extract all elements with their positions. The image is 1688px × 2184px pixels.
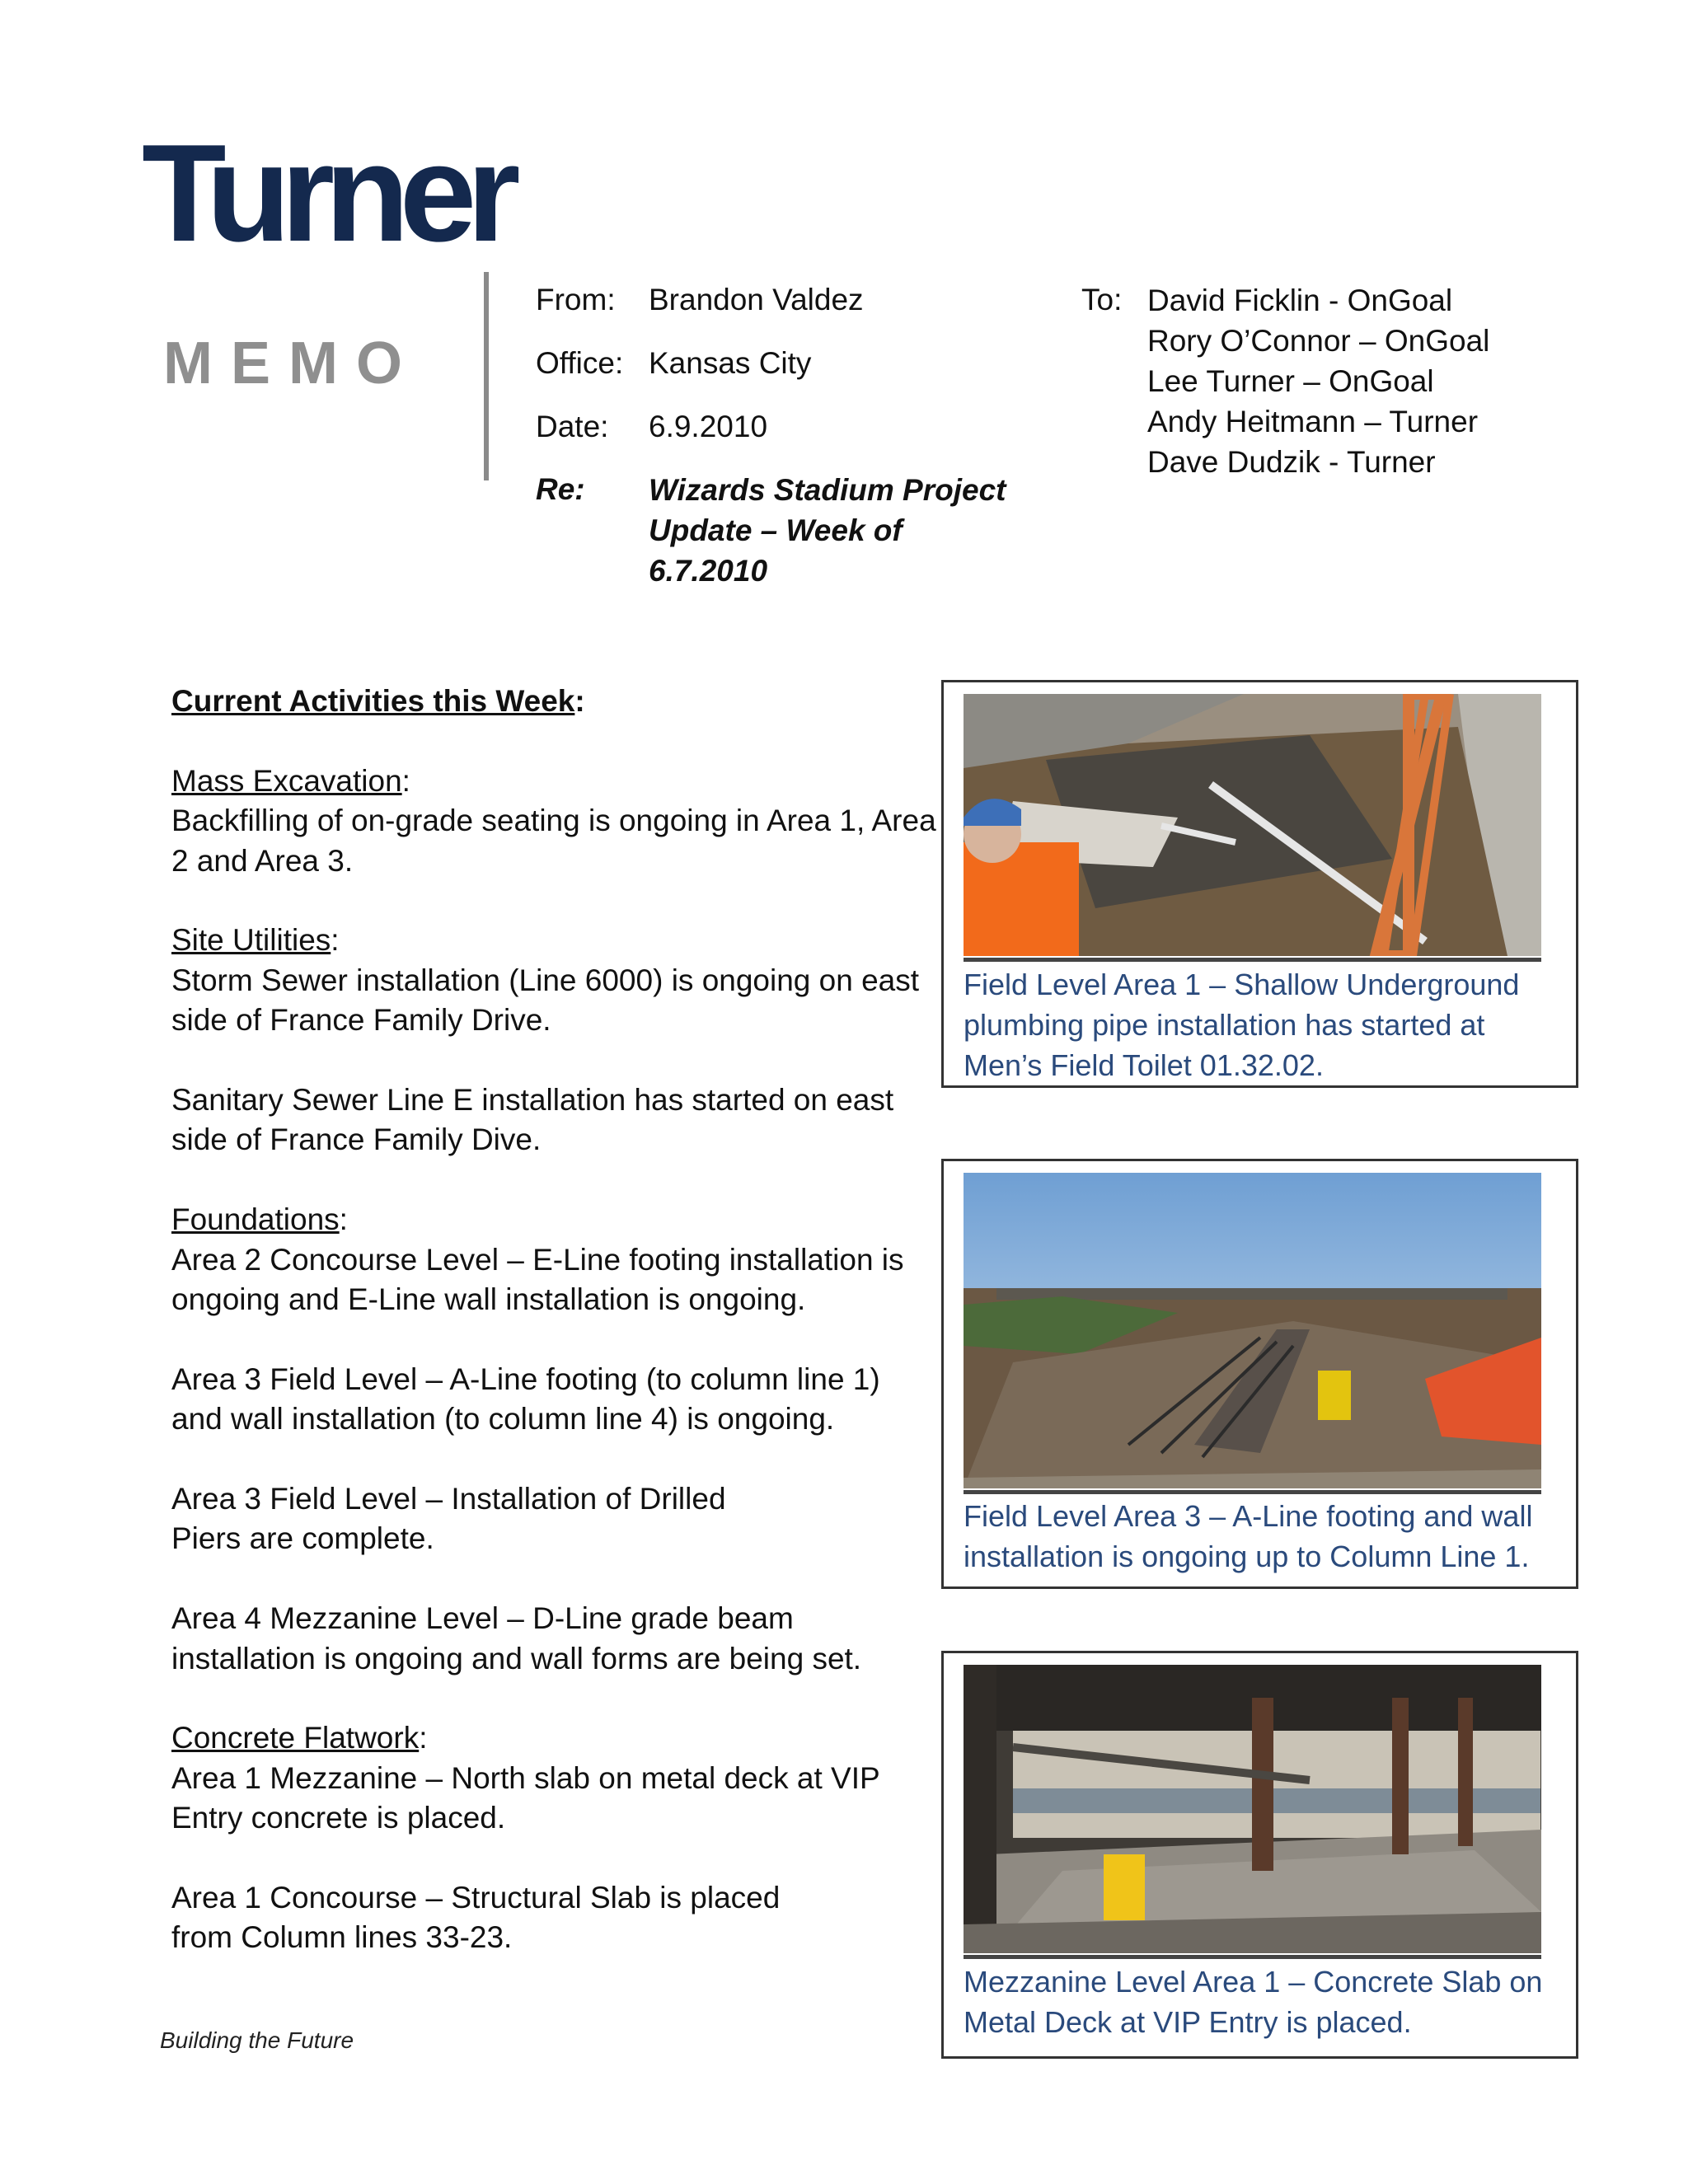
recipient-list (1147, 280, 1489, 482)
paragraph: Backfilling of on-grade seating is ongoing in Area 1, Area 2 and Area 3. (171, 804, 936, 878)
photo-plumbing-trench (964, 694, 1541, 956)
section-site-utilities: Site Utilities: Storm Sewer installation (Line 6000) is ongoing on east side of France Family Drive. (171, 923, 920, 1038)
paragraph: Area 1 Concourse – Structural Slab is placed from Column lines 33-23. (171, 1881, 781, 1955)
date-label: Date: (536, 410, 609, 443)
section-heading: Site Utilities (171, 923, 331, 958)
section-concrete-flatwork: Concrete Flatwork: Area 1 Mezzanine – North slab on metal deck at VIP Entry concrete is placed. (171, 1721, 880, 1835)
date-value: 6.9.2010 (649, 410, 768, 443)
section-title (171, 682, 938, 721)
turner-logo: Turner (142, 115, 511, 270)
re-label: Re: (536, 472, 585, 506)
from-label: From: (536, 283, 616, 316)
photo-box-2 (941, 1159, 1578, 1589)
re-line: Update – Week of (649, 513, 903, 547)
re-subject (649, 470, 1006, 591)
photo-caption: Field Level Area 3 – A-Line footing and wall installation is ongoing up to Column Line 1. (964, 1499, 1533, 1573)
photo-caption: Mezzanine Level Area 1 – Concrete Slab on Metal Deck at VIP Entry is placed. (964, 1965, 1543, 2039)
photo-box-1 (941, 680, 1578, 1088)
recipient: Rory O’Connor – OnGoal (1147, 324, 1490, 358)
photo-caption: Field Level Area 1 – Shallow Underground plumbing pipe installation has started at Men’s Field Toilet 01.32.02. (964, 968, 1520, 1082)
memo-label: MEMO (163, 330, 420, 396)
paragraph: Storm Sewer installation (Line 6000) is ongoing on east side of France Family Drive. (171, 963, 920, 1038)
section-heading: Mass Excavation (171, 763, 402, 798)
paragraph: Area 3 Field Level – A-Line footing (to column line 1) and wall installation (to column line 4) is ongoing. (171, 1361, 880, 1436)
from-value: Brandon Valdez (649, 283, 864, 316)
recipient: Andy Heitmann – Turner (1147, 405, 1479, 438)
section-mass-excavation: Mass Excavation: Backfilling of on-grade seating is ongoing in Area 1, Area 2 and Area 3. (171, 763, 936, 878)
recipient: Lee Turner – OnGoal (1147, 364, 1434, 398)
photo-box-3 (941, 1651, 1578, 2059)
activities-body (171, 682, 938, 1998)
header-divider (484, 272, 489, 480)
recipient: David Ficklin - OnGoal (1147, 284, 1453, 317)
title-colon: : (574, 684, 585, 718)
section-heading: Concrete Flatwork (171, 1721, 420, 1755)
paragraph: Area 3 Field Level – Installation of Drilled Piers are complete. (171, 1482, 726, 1556)
footer-tagline: Building the Future (160, 2027, 354, 2053)
paragraph: Area 4 Mezzanine Level – D-Line grade beam installation is ongoing and wall forms are being set. (171, 1601, 862, 1675)
title-text: Current Activities this Week (171, 684, 575, 718)
paragraph: Area 2 Concourse Level – E-Line footing installation is ongoing and E-Line wall installation is ongoing. (171, 1242, 904, 1317)
office-label: Office: (536, 346, 624, 380)
caption-rule (964, 1490, 1541, 1494)
section-foundations: Foundations: Area 2 Concourse Level – E-Line footing installation is ongoing and E-Line wall installation is ongoing. (171, 1202, 904, 1317)
section-heading: Foundations (171, 1202, 340, 1237)
photo-concrete-slab (964, 1665, 1541, 1953)
recipient: Dave Dudzik - Turner (1147, 445, 1436, 479)
to-label: To: (1081, 283, 1123, 316)
paragraph: Area 1 Mezzanine – North slab on metal deck at VIP Entry concrete is placed. (171, 1760, 880, 1835)
paragraph: Sanitary Sewer Line E installation has started on east side of France Family Dive. (171, 1083, 894, 1157)
office-value: Kansas City (649, 346, 812, 380)
caption-rule (964, 1955, 1541, 1959)
caption-rule (964, 958, 1541, 962)
re-line: Wizards Stadium Project (649, 473, 1006, 507)
re-line: 6.7.2010 (649, 554, 768, 588)
photo-footing-site (964, 1173, 1541, 1488)
